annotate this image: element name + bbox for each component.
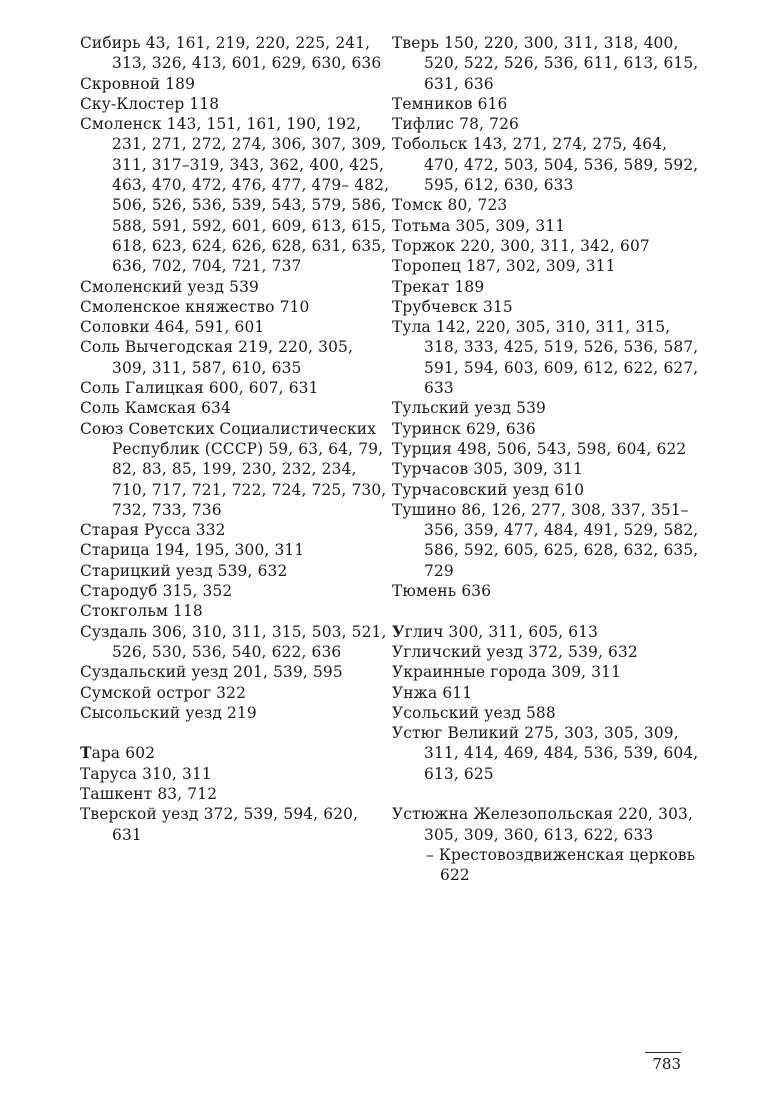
entry-text: Суздаль 306, 310, 311, 315, 503, 521, 526, 530, 536, 540, 622, 636: [80, 622, 387, 661]
index-entry: [80, 622, 390, 663]
index-column-right: [392, 33, 702, 885]
index-entry: [80, 297, 390, 317]
index-entry: [392, 439, 702, 459]
entry-text: Соль Галицкая 600, 607, 631: [80, 379, 319, 398]
entry-text: Тобольск 143, 271, 274, 275, 464, 470, 472, 503, 504, 536, 589, 592, 595, 612, 630, 633: [392, 135, 699, 195]
entry-text: Тотьма 305, 309, 311: [392, 216, 566, 235]
index-entry: [80, 743, 390, 763]
index-entry: [80, 114, 390, 276]
index-entry: [392, 256, 702, 276]
entry-text: Усольский уезд 588: [392, 703, 556, 722]
entry-text: Тифлис 78, 726: [392, 115, 519, 134]
entry-text: Торопец 187, 302, 309, 311: [392, 257, 616, 276]
entry-text: Угличский уезд 372, 539, 632: [392, 642, 638, 661]
section-gap: [80, 723, 390, 743]
index-entry: [392, 642, 702, 662]
index-entry: [392, 236, 702, 256]
entry-text: Стокгольм 118: [80, 602, 203, 621]
entry-text: Скровной 189: [80, 74, 196, 93]
index-entry: [392, 33, 702, 94]
entry-text: Ташкент 83, 712: [80, 784, 218, 803]
entry-text: Тюмень 636: [392, 582, 492, 601]
entry-text: Украинные города 309, 311: [392, 663, 622, 682]
section-initial-letter: У: [392, 622, 405, 641]
entry-text: Соль Вычегодская 219, 220, 305, 309, 311, 587, 610, 635: [80, 338, 353, 377]
entry-text: Турчасов 305, 309, 311: [392, 460, 583, 479]
index-entry: [80, 337, 390, 378]
index-subentry: [392, 845, 702, 886]
section-initial-letter: Т: [80, 744, 92, 763]
index-entry: [80, 601, 390, 621]
index-entry: [80, 683, 390, 703]
index-entry: [80, 540, 390, 560]
index-entry: [80, 561, 390, 581]
entry-text: Томск 80, 723: [392, 196, 508, 215]
index-entry: [392, 419, 702, 439]
index-column-left: [80, 33, 390, 845]
entry-text: Смоленское княжество 710: [80, 297, 310, 316]
index-entry: [80, 94, 390, 114]
entry-text: Смоленский уезд 539: [80, 277, 259, 296]
index-entry: [392, 703, 702, 723]
section-gap: [392, 784, 702, 804]
index-entry: [80, 398, 390, 418]
index-entry: [392, 134, 702, 195]
index-entry: [80, 317, 390, 337]
entry-text: Старицкий уезд 539, 632: [80, 561, 288, 580]
index-entry: [80, 74, 390, 94]
index-entry: [80, 419, 390, 520]
entry-text: ара 602: [91, 744, 156, 763]
entry-text: Сысольский уезд 219: [80, 703, 257, 722]
index-entry: [392, 500, 702, 581]
entry-text: Ску-Клостер 118: [80, 94, 220, 113]
index-entry: [80, 277, 390, 297]
index-entry: [392, 297, 702, 317]
entry-text: Тверь 150, 220, 300, 311, 318, 400, 520, 522, 526, 536, 611, 613, 615, 631, 636: [392, 34, 699, 93]
index-entry: [392, 662, 702, 682]
entry-text: Таруса 310, 311: [80, 764, 212, 783]
index-entry: [80, 520, 390, 540]
entry-text: Темников 616: [392, 94, 508, 113]
index-entry: [392, 216, 702, 236]
entry-text: Устюжна Железопольская 220, 303, 305, 309, 360, 613, 622, 633: [392, 805, 694, 844]
entry-text: Тушино 86, 126, 277, 308, 337, 351–356, 359, 477, 484, 491, 529, 582, 586, 592, 605, 625, 628, 632, 635, 729: [392, 500, 699, 580]
entry-text: Унжа 611: [392, 683, 473, 702]
index-entry: [392, 622, 702, 642]
entry-text: Тверской уезд 372, 539, 594, 620, 631: [80, 805, 359, 844]
index-entry: [80, 581, 390, 601]
index-entry: [80, 662, 390, 682]
index-entry: [392, 277, 702, 297]
index-entry: [80, 784, 390, 804]
index-entry: [392, 480, 702, 500]
index-entry: [80, 764, 390, 784]
index-entry: [392, 94, 702, 114]
section-gap: [392, 601, 702, 621]
entry-text: Старая Русса 332: [80, 521, 226, 540]
entry-text: Трубчевск 315: [392, 297, 513, 316]
entry-text: Соль Камская 634: [80, 399, 231, 418]
entry-text: Смоленск 143, 151, 161, 190, 192, 231, 271, 272, 274, 306, 307, 309, 311, 317–319, 343, 362, 400, 425, 463, 470, 472, 476, 477, 479– 482, 506, 526, 536, 539, 543, 579, 586, 588, 591, 592, 601, 609, 613, 615, 618, 623, 624, 626, 628, 631, 635, 636, 702, 704, 721, 737: [80, 115, 390, 276]
entry-text: Тульский уезд 539: [392, 399, 546, 418]
entry-text: Туринск 629, 636: [392, 419, 536, 438]
index-entry: [392, 398, 702, 418]
entry-text: Торжок 220, 300, 311, 342, 607: [392, 236, 650, 255]
entry-text: Сибирь 43, 161, 219, 220, 225, 241, 313, 326, 413, 601, 629, 630, 636: [80, 34, 382, 73]
index-entry: [392, 581, 702, 601]
entry-text: Союз Советских Социалистических Республик (СССР) 59, 63, 64, 79, 82, 83, 85, 199, 230, 232, 234, 710, 717, 721, 722, 724, 725, 730, 732, 733, 736: [80, 419, 387, 519]
index-entry: [80, 804, 390, 845]
index-entry: [392, 683, 702, 703]
entry-text: Трекат 189: [392, 277, 485, 296]
index-entry: [392, 804, 702, 845]
index-entry: [80, 378, 390, 398]
entry-text: глич 300, 311, 605, 613: [404, 622, 599, 641]
entry-text: Соловки 464, 591, 601: [80, 318, 265, 337]
page-number: 783: [645, 1052, 681, 1073]
entry-text: Турчасовский уезд 610: [392, 480, 585, 499]
index-entry: [80, 33, 390, 74]
index-entry: [392, 459, 702, 479]
entry-text: Тула 142, 220, 305, 310, 311, 315, 318, 333, 425, 519, 526, 536, 587, 591, 594, 603, 609, 612, 622, 627, 633: [392, 318, 699, 398]
entry-text: Турция 498, 506, 543, 598, 604, 622: [392, 439, 687, 458]
entry-text: – Крестовоздвиженская церковь 622: [426, 845, 696, 885]
index-entry: [392, 114, 702, 134]
entry-text: Устюг Великий 275, 303, 305, 309, 311, 414, 469, 484, 536, 539, 604, 613, 625: [392, 724, 699, 783]
entry-text: Сумской острог 322: [80, 683, 247, 702]
index-entry: [392, 195, 702, 215]
entry-text: Суздальский уезд 201, 539, 595: [80, 663, 343, 682]
entry-text: Старица 194, 195, 300, 311: [80, 541, 305, 560]
index-entry: [392, 723, 702, 784]
index-entry: [80, 703, 390, 723]
entry-text: Стародуб 315, 352: [80, 582, 233, 601]
index-entry: [392, 317, 702, 398]
